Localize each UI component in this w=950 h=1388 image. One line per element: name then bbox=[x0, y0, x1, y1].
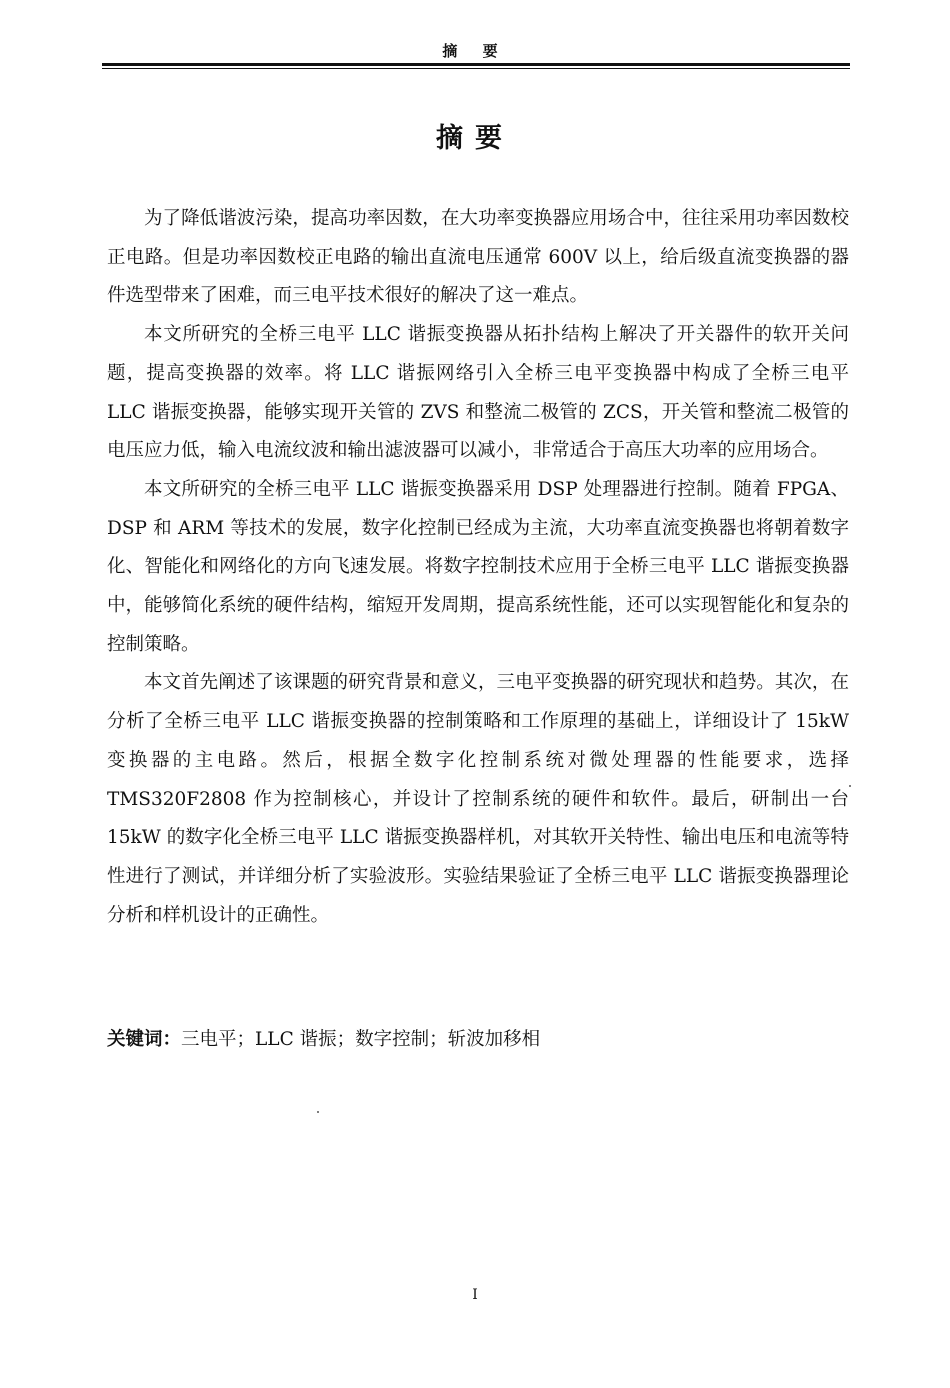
abstract-paragraph-3: 本文所研究的全桥三电平 LLC 谐振变换器采用 DSP 处理器进行控制。随着 FPGA、DSP 和 ARM 等技术的发展，数字化控制已经成为主流，大功率直流变换器也将朝着数字化、智能化和网络化的方向飞速发展。将数字控制技术应用于全桥三电平 LLC 谐振变换器中，能够简化系统的硬件结构，缩短开发周期，提高系统性能，还可以实现智能化和复杂的控制策略。 bbox=[107, 478, 849, 655]
abstract-paragraph-1: 为了降低谐波污染，提高功率因数，在大功率变换器应用场合中，往往采用功率因数校正电路。但是功率因数校正电路的输出直流电压通常 600V 以上，给后级直流变换器的器件选型带来了困难，而三电平技术很好的解决了这一难点。 bbox=[107, 208, 849, 307]
header-rule-thin bbox=[102, 68, 850, 69]
scan-speck bbox=[849, 785, 851, 787]
page-number: I bbox=[472, 1287, 478, 1303]
keywords-label: 关键词： bbox=[107, 1029, 182, 1050]
header-rule-thick bbox=[102, 63, 850, 66]
page-title: 摘要 bbox=[436, 123, 514, 154]
scan-speck bbox=[317, 1111, 319, 1113]
running-header: 摘 要 bbox=[442, 42, 508, 60]
abstract-paragraph-2: 本文所研究的全桥三电平 LLC 谐振变换器从拓扑结构上解决了开关器件的软开关问题，提高变换器的效率。将 LLC 谐振网络引入全桥三电平变换器中构成了全桥三电平 LLC 谐振变换器，能够实现开关管的 ZVS 和整流二极管的 ZCS，开关管和整流二极管的电压应力低，输入电流纹波和输出滤波器可以减小，非常适合于高压大功率的应用场合。 bbox=[107, 324, 849, 462]
abstract-paragraph-4: 本文首先阐述了该课题的研究背景和意义，三电平变换器的研究现状和趋势。其次，在分析了全桥三电平 LLC 谐振变换器的控制策略和工作原理的基础上，详细设计了 15kW 变换器的主电路。然后，根据全数字化控制系统对微处理器的性能要求，选择 TMS320F2808 作为控制核心，并设计了控制系统的硬件和软件。最后，研制出一台 15kW 的数字化全桥三电平 LLC 谐振变换器样机，对其软开关特性、输出电压和电流等特性进行了测试，并详细分析了实验波形。实验结果验证了全桥三电平 LLC 谐振变换器理论分析和样机设计的正确性。 bbox=[107, 672, 849, 926]
abstract-body bbox=[107, 200, 849, 935]
keywords-line bbox=[107, 1025, 849, 1055]
keywords-text: 三电平；LLC 谐振；数字控制；斩波加移相 bbox=[181, 1029, 541, 1050]
